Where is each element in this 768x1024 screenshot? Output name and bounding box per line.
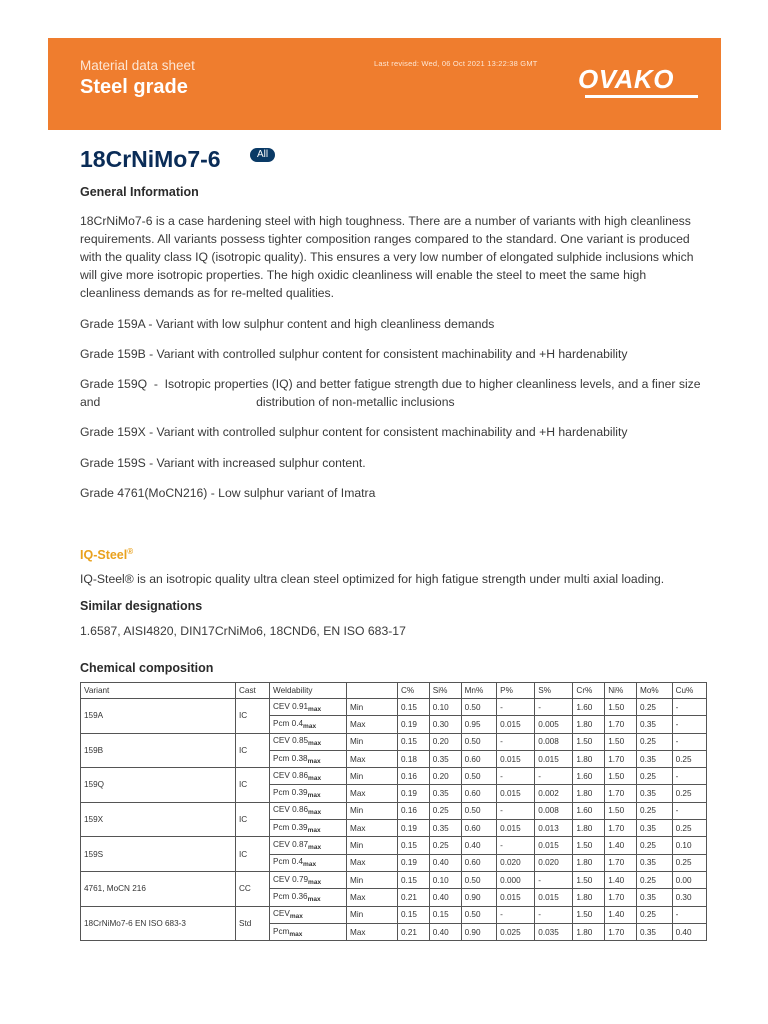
limit-cell: Max [347, 750, 398, 767]
col-variant: Variant [81, 683, 236, 699]
composition-value: 0.013 [535, 820, 573, 837]
composition-value: 1.80 [573, 750, 605, 767]
col-cu: Cu% [672, 683, 706, 699]
similar-designations: 1.6587, AISI4820, DIN17CrNiMo6, 18CND6, EN ISO 683-17 [80, 624, 406, 638]
chemical-composition-table [80, 682, 707, 941]
composition-value: 1.80 [573, 889, 605, 906]
composition-value: 0.25 [637, 906, 673, 923]
variant-cell: 159B [81, 733, 236, 768]
limit-cell: Min [347, 906, 398, 923]
composition-value: 0.10 [429, 871, 461, 888]
table-row [81, 802, 707, 819]
composition-value: 0.40 [429, 889, 461, 906]
composition-value: 1.40 [605, 871, 637, 888]
cast-cell: CC [236, 871, 270, 906]
weldability-cell [270, 802, 347, 819]
composition-value: 0.15 [398, 699, 430, 716]
weldability-cell [270, 750, 347, 767]
limit-cell: Min [347, 837, 398, 854]
weldability-cell [270, 785, 347, 802]
weldability-value: Pcm 0.39 [273, 822, 308, 832]
composition-value: - [497, 906, 535, 923]
variant-cell: 159Q [81, 768, 236, 803]
composition-value: 0.015 [497, 820, 535, 837]
composition-value: 0.015 [535, 750, 573, 767]
composition-value: 0.020 [535, 854, 573, 871]
composition-value: 1.50 [605, 768, 637, 785]
grade-line-159q: Grade 159Q - Isotropic properties (IQ) and better fatigue strength due to higher cleanliness levels, and a finer size and distribution of non-metallic inclusions [80, 377, 704, 409]
composition-value: 0.10 [672, 837, 706, 854]
composition-value: 1.50 [605, 802, 637, 819]
composition-value: 0.40 [429, 923, 461, 940]
table-row [81, 837, 707, 854]
composition-value: 0.015 [497, 716, 535, 733]
doc-subtitle: Material data sheet [80, 58, 195, 73]
composition-value: - [497, 699, 535, 716]
composition-value: 0.035 [535, 923, 573, 940]
composition-value: 0.15 [398, 871, 430, 888]
composition-value: 1.70 [605, 854, 637, 871]
composition-value: - [672, 906, 706, 923]
composition-value: - [672, 802, 706, 819]
composition-value: - [535, 906, 573, 923]
composition-value: 0.25 [672, 820, 706, 837]
weldability-sub: max [303, 722, 317, 730]
table-body [81, 699, 707, 941]
variant-cell: 159A [81, 699, 236, 734]
composition-value: - [672, 733, 706, 750]
composition-value: 0.35 [637, 923, 673, 940]
logo-underline [585, 95, 698, 98]
weldability-cell [270, 923, 347, 940]
limit-cell: Min [347, 733, 398, 750]
composition-value: - [497, 802, 535, 819]
weldability-value: Pcm 0.4 [273, 718, 304, 728]
weldability-value: CEV [273, 909, 290, 919]
composition-value: 1.70 [605, 785, 637, 802]
composition-value: 0.35 [637, 889, 673, 906]
composition-value: 1.80 [573, 923, 605, 940]
composition-value: 0.15 [398, 906, 430, 923]
composition-value: 0.19 [398, 716, 430, 733]
composition-value: 0.60 [461, 820, 497, 837]
weldability-value: Pcm 0.36 [273, 891, 308, 901]
col-mo: Mo% [637, 683, 673, 699]
composition-value: 0.35 [429, 820, 461, 837]
composition-value: - [535, 768, 573, 785]
composition-value: 0.30 [672, 889, 706, 906]
composition-value: 0.00 [672, 871, 706, 888]
composition-value: 0.95 [461, 716, 497, 733]
composition-value: 0.35 [429, 750, 461, 767]
composition-value: 1.70 [605, 750, 637, 767]
composition-value: 0.25 [429, 837, 461, 854]
cast-cell: IC [236, 733, 270, 768]
composition-value: 1.70 [605, 716, 637, 733]
composition-value: 1.60 [573, 802, 605, 819]
grade-badge[interactable]: All [250, 148, 275, 162]
grade-line-159a: Grade 159A - Variant with low sulphur content and high cleanliness demands [80, 317, 495, 331]
composition-value: 0.25 [637, 802, 673, 819]
composition-value: 1.70 [605, 923, 637, 940]
composition-value: - [672, 699, 706, 716]
composition-value: 0.25 [637, 733, 673, 750]
composition-value: 0.20 [429, 733, 461, 750]
col-mn: Mn% [461, 683, 497, 699]
weldability-cell [270, 716, 347, 733]
general-heading: General Information [80, 185, 199, 199]
col-ni: Ni% [605, 683, 637, 699]
weldability-sub: max [308, 740, 322, 748]
composition-value: 1.70 [605, 889, 637, 906]
cast-cell: IC [236, 837, 270, 872]
col-cast: Cast [236, 683, 270, 699]
composition-value: - [672, 716, 706, 733]
composition-value: - [497, 768, 535, 785]
composition-value: 0.025 [497, 923, 535, 940]
composition-value: 0.90 [461, 889, 497, 906]
composition-value: 0.25 [637, 768, 673, 785]
composition-value: 0.19 [398, 820, 430, 837]
composition-value: 0.19 [398, 854, 430, 871]
composition-value: 0.25 [637, 837, 673, 854]
composition-value: 0.25 [429, 802, 461, 819]
composition-value: 0.40 [429, 854, 461, 871]
composition-value: 0.16 [398, 802, 430, 819]
composition-value: 0.19 [398, 785, 430, 802]
composition-value: 0.21 [398, 889, 430, 906]
weldability-sub: max [307, 792, 321, 800]
limit-cell: Max [347, 889, 398, 906]
col-limit [347, 683, 398, 699]
ovako-logo: OVAKO [578, 64, 674, 94]
composition-value: - [672, 768, 706, 785]
composition-value: 1.80 [573, 785, 605, 802]
last-revised: Last revised: Wed, 06 Oct 2021 13:22:38 GMT [374, 59, 538, 68]
chemical-heading: Chemical composition [80, 661, 214, 675]
composition-value: 0.008 [535, 802, 573, 819]
cast-cell: IC [236, 768, 270, 803]
composition-value: 0.15 [398, 837, 430, 854]
composition-value: 0.50 [461, 906, 497, 923]
composition-value: 0.30 [429, 716, 461, 733]
weldability-sub: max [308, 878, 322, 886]
composition-value: 1.60 [573, 699, 605, 716]
weldability-value: CEV 0.87 [273, 840, 309, 850]
cast-cell: Std [236, 906, 270, 941]
composition-value: 0.40 [672, 923, 706, 940]
composition-value: 0.60 [461, 854, 497, 871]
composition-value: 0.50 [461, 802, 497, 819]
weldability-sub: max [307, 895, 321, 903]
limit-cell: Min [347, 802, 398, 819]
weldability-sub: max [303, 861, 317, 869]
col-s: S% [535, 683, 573, 699]
composition-value: 0.35 [637, 820, 673, 837]
composition-value: 0.25 [637, 699, 673, 716]
limit-cell: Max [347, 923, 398, 940]
composition-value: - [535, 699, 573, 716]
table-header-row [81, 683, 707, 699]
weldability-value: CEV 0.86 [273, 805, 309, 815]
composition-value: 1.40 [605, 906, 637, 923]
col-c: C% [398, 683, 430, 699]
limit-cell: Min [347, 699, 398, 716]
composition-value: 0.21 [398, 923, 430, 940]
composition-value: 0.35 [637, 785, 673, 802]
composition-value: 0.015 [535, 837, 573, 854]
composition-value: 0.50 [461, 768, 497, 785]
composition-value: 0.25 [637, 871, 673, 888]
weldability-value: CEV 0.86 [273, 770, 309, 780]
composition-value: 0.25 [672, 750, 706, 767]
general-intro: 18CrNiMo7-6 is a case hardening steel with high toughness. There are a number of variants with high cleanliness requirements. All variants possess tighter composition ranges compared to the standard. One variant is produced with the quality class IQ (isotropic quality). This ensures a very low number of elongated sulphide inclusions which will give more isotropic properties. The high oxidic cleanliness will enable the steel to meet the same high cleanliness demands as for re-melted qualities. [80, 214, 694, 300]
composition-value: 1.60 [573, 768, 605, 785]
composition-value: 1.50 [573, 837, 605, 854]
composition-value: 0.015 [497, 889, 535, 906]
composition-value: 0.50 [461, 733, 497, 750]
weldability-value: CEV 0.79 [273, 874, 309, 884]
grade-name: 18CrNiMo7-6 [80, 146, 221, 172]
grade-line-159x: Grade 159X - Variant with controlled sulphur content for consistent machinability and +H hardenability [80, 425, 628, 439]
cast-cell: IC [236, 802, 270, 837]
limit-cell: Max [347, 716, 398, 733]
composition-value: 0.000 [497, 871, 535, 888]
similar-heading: Similar designations [80, 599, 203, 613]
weldability-value: CEV 0.85 [273, 736, 309, 746]
limit-cell: Max [347, 854, 398, 871]
weldability-cell [270, 733, 347, 750]
weldability-cell [270, 768, 347, 785]
composition-value: 0.015 [497, 750, 535, 767]
variant-cell: 18CrNiMo7-6 EN ISO 683-3 [81, 906, 236, 941]
composition-value: 0.90 [461, 923, 497, 940]
limit-cell: Max [347, 820, 398, 837]
header-banner [48, 38, 721, 130]
composition-value: 0.008 [535, 733, 573, 750]
limit-cell: Max [347, 785, 398, 802]
weldability-cell [270, 906, 347, 923]
composition-value: 1.50 [573, 733, 605, 750]
composition-value: 0.35 [637, 854, 673, 871]
col-p: P% [497, 683, 535, 699]
composition-value: 0.35 [637, 750, 673, 767]
composition-value: 0.40 [461, 837, 497, 854]
composition-value: 0.60 [461, 785, 497, 802]
composition-value: 0.35 [637, 716, 673, 733]
weldability-value: Pcm [273, 926, 290, 936]
col-cr: Cr% [573, 683, 605, 699]
table-row [81, 768, 707, 785]
composition-value: - [535, 871, 573, 888]
composition-value: 0.18 [398, 750, 430, 767]
doc-title: Steel grade [80, 76, 188, 98]
composition-value: 0.10 [429, 699, 461, 716]
composition-value: 0.25 [672, 854, 706, 871]
weldability-cell [270, 889, 347, 906]
composition-value: 1.80 [573, 854, 605, 871]
composition-value: 1.50 [573, 906, 605, 923]
grade-line-159s: Grade 159S - Variant with increased sulphur content. [80, 456, 366, 470]
weldability-sub: max [308, 809, 322, 817]
limit-cell: Min [347, 871, 398, 888]
weldability-value: CEV 0.91 [273, 701, 309, 711]
table-row [81, 733, 707, 750]
weldability-cell [270, 837, 347, 854]
table-row [81, 906, 707, 923]
weldability-value: Pcm 0.4 [273, 857, 304, 867]
col-si: Si% [429, 683, 461, 699]
composition-value: 0.015 [535, 889, 573, 906]
weldability-sub: max [307, 757, 321, 765]
variant-cell: 159X [81, 802, 236, 837]
registered-mark: ® [127, 547, 134, 556]
composition-value: 0.60 [461, 750, 497, 767]
cast-cell: IC [236, 699, 270, 734]
weldability-value: Pcm 0.38 [273, 753, 308, 763]
composition-value: 1.80 [573, 716, 605, 733]
composition-value: 0.005 [535, 716, 573, 733]
composition-value: 0.50 [461, 871, 497, 888]
weldability-sub: max [289, 913, 303, 921]
composition-value: 0.015 [497, 785, 535, 802]
weldability-sub: max [308, 774, 322, 782]
weldability-cell [270, 820, 347, 837]
weldability-sub: max [289, 930, 303, 938]
composition-value: 0.16 [398, 768, 430, 785]
weldability-sub: max [308, 844, 322, 852]
iq-steel-title: IQ-Steel [80, 548, 128, 563]
weldability-value: Pcm 0.39 [273, 788, 308, 798]
table-row [81, 871, 707, 888]
composition-value: 1.50 [605, 699, 637, 716]
variant-cell: 159S [81, 837, 236, 872]
composition-value: 1.50 [573, 871, 605, 888]
weldability-sub: max [307, 826, 321, 834]
composition-value: 0.50 [461, 699, 497, 716]
variant-cell: 4761, MoCN 216 [81, 871, 236, 906]
iq-steel-heading [80, 547, 133, 562]
iq-steel-text: IQ-Steel® is an isotropic quality ultra clean steel optimized for high fatigue strength under multi axial loading. [80, 572, 665, 586]
composition-value: 1.40 [605, 837, 637, 854]
composition-value: 0.25 [672, 785, 706, 802]
composition-value: 0.002 [535, 785, 573, 802]
weldability-cell [270, 871, 347, 888]
composition-value: - [497, 837, 535, 854]
weldability-sub: max [308, 705, 322, 713]
composition-value: 1.80 [573, 820, 605, 837]
composition-value: 0.20 [429, 768, 461, 785]
composition-value: 1.70 [605, 820, 637, 837]
weldability-cell [270, 699, 347, 716]
weldability-cell [270, 854, 347, 871]
col-weldability: Weldability [270, 683, 347, 699]
table-row [81, 699, 707, 716]
composition-value: 0.35 [429, 785, 461, 802]
composition-value: 0.15 [429, 906, 461, 923]
composition-value: 0.15 [398, 733, 430, 750]
grade-line-4761: Grade 4761(MoCN216) - Low sulphur variant of Imatra [80, 486, 376, 500]
grade-line-159b: Grade 159B - Variant with controlled sulphur content for consistent machinability and +H hardenability [80, 347, 628, 361]
composition-value: - [497, 733, 535, 750]
composition-value: 1.50 [605, 733, 637, 750]
composition-value: 0.020 [497, 854, 535, 871]
limit-cell: Min [347, 768, 398, 785]
